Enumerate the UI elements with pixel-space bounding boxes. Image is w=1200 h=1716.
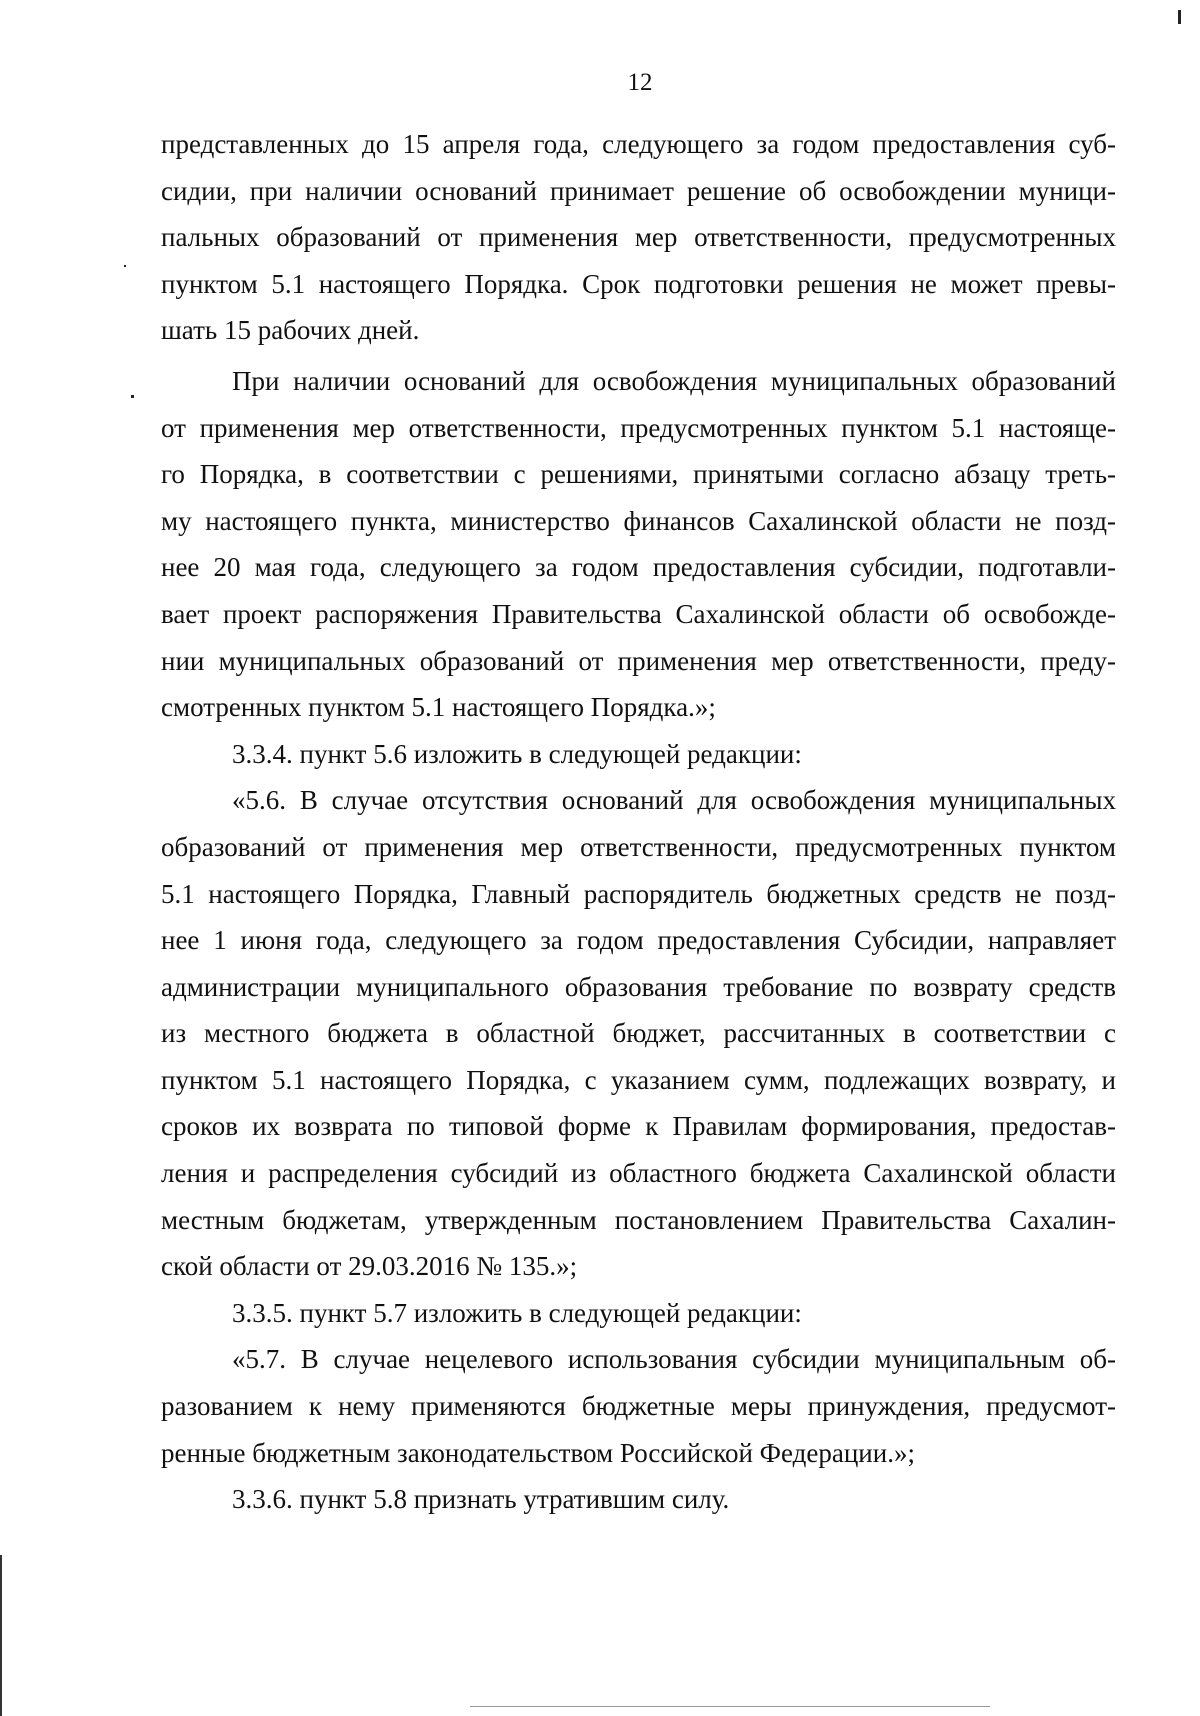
text-line: При наличии оснований для освобождения муниципальных образований (232, 365, 1116, 396)
text-line: от применения мер ответственности, предусмотренных пунктом 5.1 настояще- (161, 412, 1116, 443)
text-line: из местного бюджета в областной бюджет, рассчитанных в соответствии с (161, 1018, 1116, 1049)
text-line: ской области от 29.03.2016 № 135.»; (161, 1251, 578, 1282)
text-line: «5.7. В случае нецелевого использования субсидии муниципальным об- (232, 1344, 1116, 1375)
scan-edge-mark (0, 1555, 2, 1716)
text-line: шать 15 рабочих дней. (161, 315, 420, 346)
text-line: смотренных пунктом 5.1 настоящего Порядка.»; (161, 692, 716, 723)
text-line: сидии, при наличии оснований принимает решение об освобождении муници- (161, 175, 1116, 206)
text-line: вает проект распоряжения Правительства Сахалинской области об освобожде- (161, 598, 1116, 629)
text-line: нее 1 июня года, следующего за годом предоставления Субсидии, направляет (161, 925, 1116, 956)
paragraph-6 (161, 1336, 1116, 1476)
text-line: ления и распределения субсидий из областного бюджета Сахалинской области (161, 1158, 1116, 1189)
text-line: «5.6. В случае отсутствия оснований для освобождения муниципальных (232, 785, 1116, 816)
scan-speck (1178, 10, 1181, 24)
paragraph-3 (161, 731, 1116, 778)
text-line: 3.3.4. пункт 5.6 изложить в следующей редакции: (232, 738, 802, 769)
text-line: пальных образований от применения мер ответственности, предусмотренных (161, 222, 1116, 253)
text-line: образований от применения мер ответственности, предусмотренных пунктом (161, 831, 1116, 862)
text-line: пунктом 5.1 настоящего Порядка, с указанием сумм, подлежащих возврату, и (161, 1064, 1116, 1095)
text-line: администрации муниципального образования требование по возврату средств (161, 971, 1116, 1002)
text-line: нии муниципальных образований от применения мер ответственности, преду- (161, 645, 1116, 676)
text-line: му настоящего пункта, министерство финансов Сахалинской области не позд- (161, 505, 1116, 536)
paragraph-4 (161, 777, 1116, 1290)
text-line: го Порядка, в соответствии с решениями, принятыми согласно абзацу треть- (161, 459, 1116, 490)
text-line: местным бюджетам, утвержденным постановлением Правительства Сахалин- (161, 1204, 1116, 1235)
scan-bottom-line (470, 1706, 990, 1707)
document-body (161, 121, 1116, 1523)
text-line: сроков их возврата по типовой форме к Правилам формирования, предостав- (161, 1111, 1116, 1142)
text-line: 3.3.6. пункт 5.8 признать утратившим силу. (232, 1484, 730, 1515)
text-line: ренные бюджетным законодательством Российской Федерации.»; (161, 1437, 915, 1468)
paragraph-5 (161, 1290, 1116, 1337)
paragraph-7 (161, 1476, 1116, 1523)
page-number: 12 (627, 69, 653, 96)
scan-speck (124, 265, 126, 267)
text-line: разованием к нему применяются бюджетные меры принуждения, предусмот- (161, 1391, 1116, 1422)
text-line: 3.3.5. пункт 5.7 изложить в следующей редакции: (232, 1297, 802, 1328)
text-line: пунктом 5.1 настоящего Порядка. Срок подготовки решения не может превы- (161, 268, 1116, 299)
text-line: нее 20 мая года, следующего за годом предоставления субсидии, подготавли- (161, 552, 1116, 583)
paragraph-2 (161, 358, 1116, 731)
text-line: представленных до 15 апреля года, следующего за годом предоставления суб- (161, 129, 1116, 159)
scan-speck (131, 395, 134, 398)
text-line: 5.1 настоящего Порядка, Главный распорядитель бюджетных средств не позд- (161, 878, 1116, 909)
paragraph-1 (161, 121, 1116, 354)
